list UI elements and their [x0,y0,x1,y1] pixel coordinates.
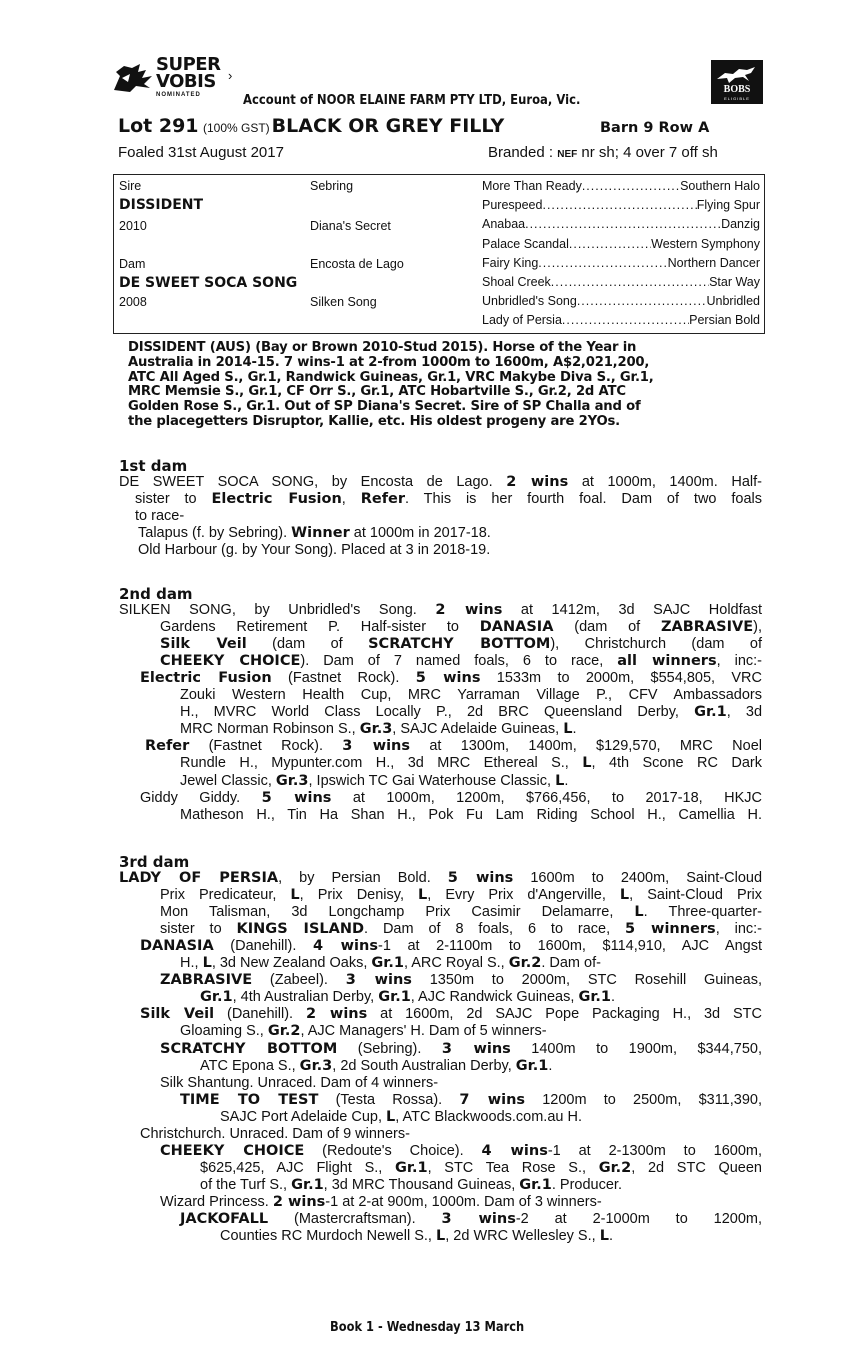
family-line: Silk Shantung. Unraced. Dam of 4 winners- [160,1074,439,1091]
family-line: Gloaming S., Gr.2, AJC Managers' H. Dam of 5 winners- [180,1023,547,1040]
family-line: Matheson H., Tin Ha Shan H., Pok Fu Lam Riding School H., Camellia H. [180,806,762,823]
family-line: Zouki Western Health Cup, MRC Yarraman Village P., CFV Ambassadors [180,687,762,704]
ancestor-name: Unbridled's Song [482,294,577,309]
family-line: Silk Veil (Danehill). 2 wins at 1600m, 2d SAJC Pope Packaging H., 3d STC [140,1006,762,1023]
logo-wordmark: SUPER VOBIS [156,54,221,92]
ancestor-row [482,275,760,289]
ancestor-sire: Star Way [709,275,760,289]
dam-name: DE SWEET SOCA SONG [119,275,298,291]
ancestor-row [482,237,760,251]
family-line: DANASIA (Danehill). 4 wins-1 at 2-1100m to 1600m, $114,910, AJC Angst [140,938,762,955]
family-line: Counties RC Murdoch Newell S., L, 2d WRC Wellesley S., L. [220,1228,613,1245]
family-line: CHEEKY CHOICE (Redoute's Choice). 4 wins-1 at 2-1300m to 1600m, [160,1142,762,1159]
family-line: Gardens Retirement P. Half-sister to DANASIA (dam of ZABRASIVE), [160,619,762,636]
ancestor-row [482,198,760,212]
family-line: to race- [135,508,185,525]
family-line: TIME TO TEST (Testa Rossa). 7 wins 1200m to 2500m, $311,390, [180,1091,762,1108]
running-horse-icon [715,65,759,85]
family-line: CHEEKY CHOICE). Dam of 7 named foals, 6 to race, all winners, inc:- [160,653,762,670]
barn-location: Barn 9 Row A [600,120,710,136]
brand-info: Branded : NEF nr sh; 4 over 7 off sh [488,144,718,161]
sire-summary-line: Golden Rose S., Gr.1. Out of SP Diana's Secret. Sire of SP Challa and of [128,399,641,415]
lot-number: Lot 291 [118,115,199,137]
family-line: SAJC Port Adelaide Cup, L, ATC Blackwoods.com.au H. [220,1108,582,1125]
ancestor-row [482,179,760,193]
family-line: H., MVRC World Class Locally P., 2d BRC Queensland Derby, Gr.1, 3d [180,704,763,721]
bobs-logo: BOBS ELIGIBLE [711,60,763,104]
ancestor-name: Fairy King [482,255,539,270]
family-line: Electric Fusion (Fastnet Rock). 5 wins 1533m to 2000m, $554,805, VRC [140,670,762,687]
ancestor-sire: Western Symphony [651,236,760,251]
family-line: Jewel Classic, Gr.3, Ipswich TC Gai Waterhouse Classic, L. [180,772,569,789]
ancestor-row [482,294,760,308]
family-line: Christchurch. Unraced. Dam of 9 winners- [140,1125,410,1142]
gst-note: (100% GST) [202,121,270,135]
family-line: sister to KINGS ISLAND. Dam of 8 foals, 6 to race, 5 winners, inc:- [160,921,763,938]
ancestor-row [482,256,760,270]
ancestor-sire: Persian Bold [689,313,760,328]
lot-title [118,115,504,137]
family-line: Giddy Giddy. 5 wins at 1000m, 1200m, $766,456, to 2017-18, HKJC [140,789,762,806]
family-line: DE SWEET SOCA SONG, by Encosta de Lago. 2 wins at 1000m, 1400m. Half- [119,474,762,490]
ancestor-name: Purespeed [482,198,543,213]
family-line: Refer (Fastnet Rock). 3 wins at 1300m, 1400m, $129,570, MRC Noel [145,738,762,755]
chevron-right-icon: › [228,68,233,83]
family-line: Wizard Princess. 2 wins-1 at 2-at 900m, 1000m. Dam of 3 winners- [160,1193,602,1210]
horse-head-icon [110,62,156,94]
super-vobis-logo [110,56,240,106]
ancestor-sire: Southern Halo [680,179,760,193]
family-line: Old Harbour (g. by Your Song). Placed at 3 in 2018-19. [138,542,491,559]
ancestor-row [482,217,760,231]
pedigree-table [113,174,765,334]
dam-sire: Encosta de Lago [310,257,404,271]
family-line: JACKOFALL (Mastercraftsman). 3 wins-2 at 2-1000m to 1200m, [180,1211,762,1227]
brand-code: NEF [557,149,578,160]
family-line: H., L, 3d New Zealand Oaks, Gr.1, ARC Royal S., Gr.2. Dam of- [180,955,601,972]
family-line: SCRATCHY BOTTOM (Sebring). 3 wins 1400m to 1900m, $344,750, [160,1040,762,1057]
sire-year: 2010 [119,219,147,233]
logo-subtitle: NOMINATED [156,92,201,98]
sire-summary-line: Australia in 2014-15. 7 wins-1 at 2-from 1000m to 1600m, A$2,021,200, [128,354,650,370]
sire-dam: Diana's Secret [310,219,391,233]
foaled-date: Foaled 31st August 2017 [118,144,284,161]
family-line: Silk Veil (dam of SCRATCHY BOTTOM), Christchurch (dam of [160,636,762,653]
first-dam-heading: 1st dam [119,457,188,475]
ancestor-sire: Unbridled [706,294,760,309]
family-line: Rundle H., Mypunter.com H., 3d MRC Ethereal S., L, 4th Scone RC Dark [180,755,762,772]
family-line: $625,425, AJC Flight S., Gr.1, STC Tea Rose S., Gr.2, 2d STC Queen [200,1159,762,1176]
family-line: ATC Epona S., Gr.3, 2d South Australian Derby, Gr.1. [200,1057,553,1074]
dam-label: Dam [119,257,146,271]
ancestor-name: Anabaa [482,217,526,232]
family-line: SILKEN SONG, by Unbridled's Song. 2 wins at 1412m, 3d SAJC Holdfast [119,602,762,618]
dam-dam: Silken Song [310,295,377,309]
family-line: LADY OF PERSIA, by Persian Bold. 5 wins 1600m to 2400m, Saint-Cloud [119,870,763,886]
ancestor-name: Shoal Creek [482,275,551,289]
family-line: Mon Talisman, 3d Longchamp Prix Casimir Delamarre, L. Three-quarter- [160,904,762,921]
family-line: Talapus (f. by Sebring). Winner at 1000m in 2017-18. [138,525,491,542]
sire-summary-line: ATC All Aged S., Gr.1, Randwick Guineas, Gr.1, VRC Makybe Diva S., Gr.1, [128,369,654,385]
ancestor-name: Palace Scandal [482,236,569,251]
family-line: MRC Norman Robinson S., Gr.3, SAJC Adelaide Guineas, L. [180,721,577,738]
sire-summary-line: the placegetters Disruptor, Kallie, etc. His oldest progeny are 2YOs. [128,413,620,429]
sire-name: DISSIDENT [119,197,204,213]
vendor-account: Account of NOOR ELAINE FARM PTY LTD, Euroa, Vic. [243,92,581,108]
family-line: Prix Predicateur, L, Prix Denisy, L, Evry Prix d'Angerville, L, Saint-Cloud Prix [160,887,762,904]
second-dam-heading: 2nd dam [119,585,193,603]
ancestor-sire: Flying Spur [696,198,760,213]
ancestor-row [482,313,760,327]
sire-summary [128,341,768,430]
sire-sire: Sebring [310,179,354,193]
family-line: Gr.1, 4th Australian Derby, Gr.1, AJC Randwick Guineas, Gr.1. [200,989,616,1006]
sire-label: Sire [119,179,142,193]
family-line: ZABRASIVE (Zabeel). 3 wins 1350m to 2000m, STC Rosehill Guineas, [160,972,762,989]
sire-summary-line: DISSIDENT (AUS) (Bay or Brown 2010-Stud 2015). Horse of the Year in [128,340,637,355]
ancestor-name: Lady of Persia [482,313,562,328]
family-line: sister to Electric Fusion, Refer. This is her fourth foal. Dam of two foals [135,491,763,508]
ancestor-sire: Northern Dancer [667,255,760,270]
ancestor-name: More Than Ready [482,179,582,193]
sire-summary-line: MRC Memsie S., Gr.1, CF Orr S., Gr.1, ATC Hobartville S., Gr.2, 2d ATC [128,384,626,400]
lot-description: BLACK OR GREY FILLY [271,115,505,137]
page-footer: Book 1 - Wednesday 13 March [330,1320,525,1335]
ancestor-sire: Danzig [721,217,760,232]
third-dam-heading: 3rd dam [119,853,190,871]
family-line: of the Turf S., Gr.1, 3d MRC Thousand Guineas, Gr.1. Producer. [200,1176,622,1193]
dam-year: 2008 [119,295,147,309]
